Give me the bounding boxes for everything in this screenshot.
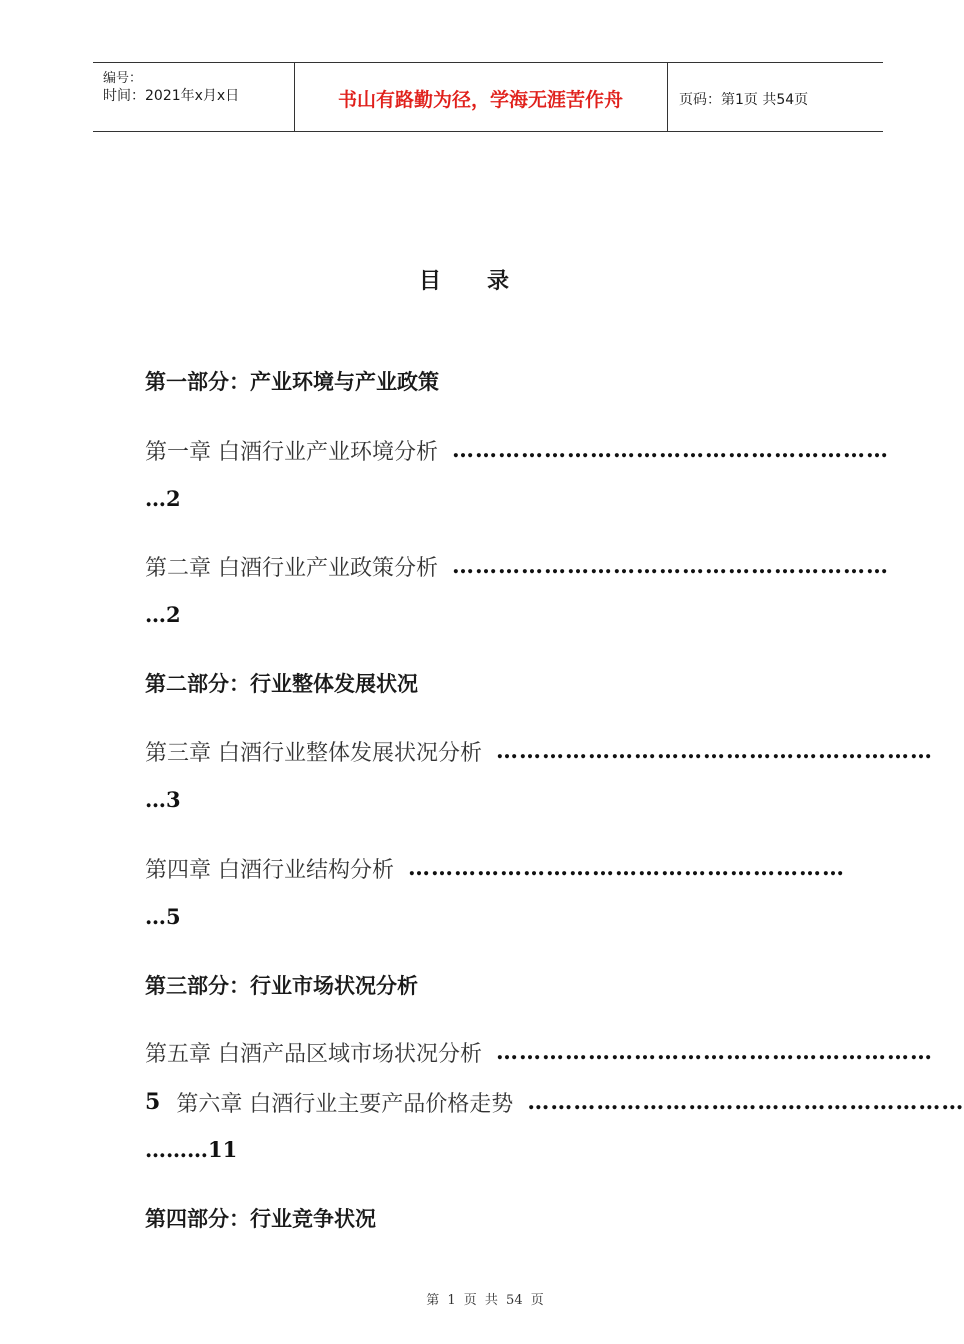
toc-leader-dots: ………………………………………………… <box>408 855 845 881</box>
toc-chapter-2[interactable] <box>145 550 889 582</box>
toc-chapter-6-title: 第六章 白酒行业主要产品价格走势 <box>176 1091 514 1117</box>
toc-chapter-4-page: …5 <box>145 904 181 929</box>
toc-chapter-2-page: …2 <box>145 602 181 627</box>
toc-leader-dots: ………………………………………………… <box>496 738 933 764</box>
toc-leader-dots: ………………………………………………… <box>452 553 889 579</box>
toc-chapter-3[interactable] <box>145 735 933 767</box>
document-time-label: 时间：2021年x月x日 <box>103 88 240 104</box>
toc-chapter-1-page: …2 <box>145 486 181 511</box>
toc-leader-dots: ………………………………………………… <box>452 437 889 463</box>
toc-title: 目录 <box>418 269 555 294</box>
toc-chapter-1-title: 第一章 白酒行业产业环境分析 <box>145 439 438 465</box>
toc-leader-dots: ………………………………………………… <box>496 1039 933 1065</box>
toc-leader-dots: ………………………………………………… <box>527 1089 964 1115</box>
toc-part-1: 第一部分：产业环境与产业政策 <box>145 370 439 394</box>
toc-chapter-3-title: 第三章 白酒行业整体发展状况分析 <box>145 740 482 766</box>
toc-chapter-6-page: ………11 <box>145 1137 238 1162</box>
toc-part-4: 第四部分：行业竞争状况 <box>145 1207 376 1231</box>
page-footer: 第 1 页 共 54 页 <box>426 1293 544 1308</box>
document-number-label: 编号： <box>103 71 143 86</box>
header-motto: 书山有路勤为径，学海无涯苦作舟 <box>337 89 623 111</box>
toc-chapter-1[interactable] <box>145 434 889 466</box>
toc-chapter-5-page: 5 <box>145 1089 161 1115</box>
toc-chapter-2-title: 第二章 白酒行业产业政策分析 <box>145 555 438 581</box>
toc-part-2: 第二部分：行业整体发展状况 <box>145 672 418 696</box>
header-page-info: 页码：第1页 共54页 <box>679 92 809 108</box>
toc-chapter-3-page: …3 <box>145 787 181 812</box>
toc-chapter-6[interactable] <box>145 1086 964 1118</box>
toc-part-3: 第三部分：行业市场状况分析 <box>145 974 418 998</box>
toc-chapter-4-title: 第四章 白酒行业结构分析 <box>145 857 394 883</box>
toc-chapter-5-title: 第五章 白酒产品区域市场状况分析 <box>145 1041 482 1067</box>
toc-chapter-4[interactable] <box>145 852 845 884</box>
toc-chapter-5[interactable] <box>145 1036 933 1068</box>
